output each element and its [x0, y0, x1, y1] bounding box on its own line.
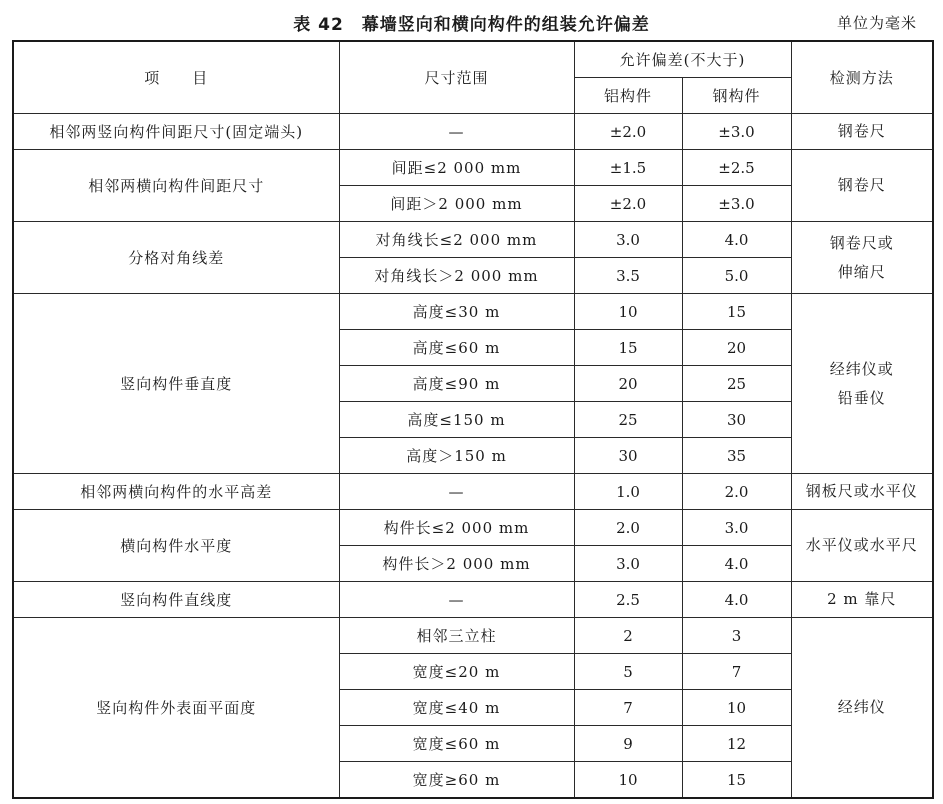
- aluminum-cell: 2: [574, 618, 682, 654]
- steel-cell: 15: [682, 762, 791, 799]
- header-range: 尺寸范围: [339, 41, 574, 114]
- header-method: 检测方法: [791, 41, 933, 114]
- range-cell: 间距≤2 000 mm: [339, 150, 574, 186]
- range-cell: 对角线长≤2 000 mm: [339, 222, 574, 258]
- aluminum-cell: 2.5: [574, 582, 682, 618]
- method-cell: 2 m 靠尺: [791, 582, 933, 618]
- aluminum-cell: 3.0: [574, 546, 682, 582]
- item-cell: 竖向构件外表面平面度: [13, 618, 339, 799]
- aluminum-cell: 5: [574, 654, 682, 690]
- tolerance-table: [12, 40, 934, 799]
- method-cell: 经纬仪: [791, 618, 933, 799]
- range-cell: 宽度≤20 m: [339, 654, 574, 690]
- item-cell: 相邻两横向构件间距尺寸: [13, 150, 339, 222]
- steel-cell: 20: [682, 330, 791, 366]
- aluminum-cell: 2.0: [574, 510, 682, 546]
- aluminum-cell: 3.5: [574, 258, 682, 294]
- range-cell: 高度≤150 m: [339, 402, 574, 438]
- range-cell: 相邻三立柱: [339, 618, 574, 654]
- range-cell: 对角线长＞2 000 mm: [339, 258, 574, 294]
- aluminum-cell: 1.0: [574, 474, 682, 510]
- method-cell: 钢卷尺: [791, 150, 933, 222]
- steel-cell: 15: [682, 294, 791, 330]
- item-cell: 相邻两横向构件的水平高差: [13, 474, 339, 510]
- table-row: [13, 222, 933, 258]
- method-cell: 钢板尺或水平仪: [791, 474, 933, 510]
- range-cell: 构件长≤2 000 mm: [339, 510, 574, 546]
- range-cell: 高度≤30 m: [339, 294, 574, 330]
- steel-cell: 3.0: [682, 510, 791, 546]
- table-row: [13, 114, 933, 150]
- table-row: [13, 510, 933, 546]
- steel-cell: 12: [682, 726, 791, 762]
- item-cell: 分格对角线差: [13, 222, 339, 294]
- item-cell: 竖向构件直线度: [13, 582, 339, 618]
- range-cell: —: [339, 114, 574, 150]
- range-cell: 构件长＞2 000 mm: [339, 546, 574, 582]
- range-cell: 高度＞150 m: [339, 438, 574, 474]
- table-body: [13, 114, 933, 799]
- steel-cell: 4.0: [682, 546, 791, 582]
- range-cell: 高度≤90 m: [339, 366, 574, 402]
- range-cell: 宽度≥60 m: [339, 762, 574, 799]
- steel-cell: 10: [682, 690, 791, 726]
- steel-cell: 3: [682, 618, 791, 654]
- steel-cell: ±3.0: [682, 114, 791, 150]
- steel-cell: 5.0: [682, 258, 791, 294]
- table-row: [13, 618, 933, 654]
- header-aluminum: 铝构件: [574, 78, 682, 114]
- steel-cell: 35: [682, 438, 791, 474]
- header-item: 项 目: [13, 41, 339, 114]
- range-cell: —: [339, 582, 574, 618]
- aluminum-cell: ±2.0: [574, 186, 682, 222]
- range-cell: 宽度≤40 m: [339, 690, 574, 726]
- steel-cell: ±3.0: [682, 186, 791, 222]
- aluminum-cell: 3.0: [574, 222, 682, 258]
- method-cell: 钢卷尺或 伸缩尺: [791, 222, 933, 294]
- aluminum-cell: 25: [574, 402, 682, 438]
- aluminum-cell: 10: [574, 762, 682, 799]
- aluminum-cell: ±1.5: [574, 150, 682, 186]
- table-title: 表 42 幕墙竖向和横向构件的组装允许偏差: [293, 15, 650, 35]
- range-cell: 间距＞2 000 mm: [339, 186, 574, 222]
- watermark-logo: [676, 444, 706, 470]
- table-row: [13, 294, 933, 330]
- steel-cell: 4.0: [682, 582, 791, 618]
- aluminum-cell: 20: [574, 366, 682, 402]
- method-cell: 水平仪或水平尺: [791, 510, 933, 582]
- method-cell: 经纬仪或 铅垂仪: [791, 294, 933, 474]
- item-cell: 竖向构件垂直度: [13, 294, 339, 474]
- steel-cell: 2.0: [682, 474, 791, 510]
- method-cell: 钢卷尺: [791, 114, 933, 150]
- steel-cell: 4.0: [682, 222, 791, 258]
- item-cell: 相邻两竖向构件间距尺寸(固定端头): [13, 114, 339, 150]
- aluminum-cell: 30: [574, 438, 682, 474]
- steel-cell: 25: [682, 366, 791, 402]
- range-cell: 高度≤60 m: [339, 330, 574, 366]
- table-caption: [0, 8, 943, 34]
- aluminum-cell: 10: [574, 294, 682, 330]
- range-cell: 宽度≤60 m: [339, 726, 574, 762]
- item-cell: 横向构件水平度: [13, 510, 339, 582]
- aluminum-cell: 15: [574, 330, 682, 366]
- aluminum-cell: ±2.0: [574, 114, 682, 150]
- table-header: [13, 41, 933, 114]
- header-tolerance: 允许偏差(不大于): [574, 41, 791, 78]
- steel-cell: 7: [682, 654, 791, 690]
- header-steel: 钢构件: [682, 78, 791, 114]
- aluminum-cell: 9: [574, 726, 682, 762]
- steel-cell: 30: [682, 402, 791, 438]
- table-row: [13, 582, 933, 618]
- steel-cell: ±2.5: [682, 150, 791, 186]
- range-cell: —: [339, 474, 574, 510]
- aluminum-cell: 7: [574, 690, 682, 726]
- table-row: [13, 150, 933, 186]
- unit-note: 单位为毫米: [836, 14, 917, 32]
- table-row: [13, 474, 933, 510]
